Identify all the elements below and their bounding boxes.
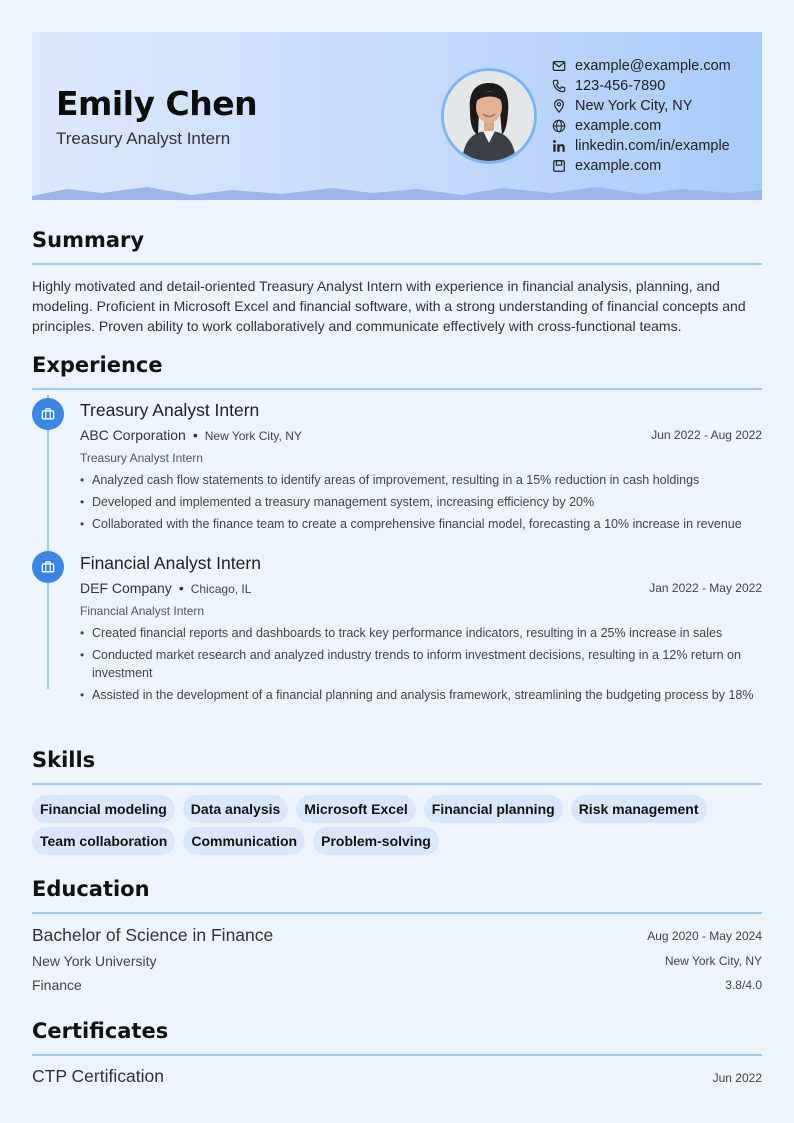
education-divider xyxy=(32,912,762,914)
job-marker xyxy=(32,551,64,583)
skill-tag: Communication xyxy=(183,827,305,855)
education-gpa: 3.8/4.0 xyxy=(725,978,762,992)
contact-list xyxy=(552,56,731,176)
contact-portfolio[interactable] xyxy=(552,156,731,176)
job-company-line: DEF Company • Chicago, IL xyxy=(80,580,252,596)
candidate-headline: Treasury Analyst Intern xyxy=(56,129,231,148)
skills-section xyxy=(32,744,762,855)
job-location: New York City, NY xyxy=(204,429,302,443)
skill-tag: Team collaboration xyxy=(32,827,175,855)
job-title: Financial Analyst Intern xyxy=(80,553,261,573)
certificates-section xyxy=(32,1015,762,1095)
linkedin-icon xyxy=(552,139,566,153)
education-dates: Aug 2020 - May 2024 xyxy=(647,929,762,943)
job-company: DEF Company xyxy=(80,580,172,596)
job-dates: Jun 2022 - Aug 2022 xyxy=(651,428,762,442)
experience-section xyxy=(32,349,762,729)
job-company-line: ABC Corporation • New York City, NY xyxy=(80,427,302,443)
skill-tag: Financial modeling xyxy=(32,795,175,823)
summary-section xyxy=(32,224,762,336)
experience-title: Experience xyxy=(32,353,163,377)
globe-icon xyxy=(552,119,566,133)
education-title: Education xyxy=(32,877,150,901)
job-role: Treasury Analyst Intern xyxy=(80,451,203,465)
contact-linkedin-text: linkedin.com/in/example xyxy=(575,138,730,154)
job-bullet: • Conducted market research and analyzed industry trends to inform investment decisions, resulting in a 12% return on investment xyxy=(80,646,762,682)
skill-tag: Data analysis xyxy=(183,795,289,823)
summary-text: Highly motivated and detail-oriented Treasury Analyst Intern with experience in financial analysis, planning, and modeling. Proficient in Microsoft Excel and financial software, with a strong understanding of financial concepts and principles. Proven ability to work collaboratively and communicate effectively with cross-functional teams. xyxy=(32,278,746,334)
contact-email[interactable] xyxy=(552,56,731,76)
summary-title: Summary xyxy=(32,228,145,252)
portfolio-icon xyxy=(552,159,566,173)
certificate-date: Jun 2022 xyxy=(712,1071,762,1085)
skill-tag: Risk management xyxy=(571,795,707,823)
education-section xyxy=(32,873,762,1003)
contact-email-text: example@example.com xyxy=(575,58,731,74)
contact-phone[interactable] xyxy=(552,76,731,96)
education-field: Finance xyxy=(32,977,82,993)
job-bullets xyxy=(80,471,762,537)
phone-icon xyxy=(552,79,566,93)
certificates-divider xyxy=(32,1054,762,1056)
job-location: Chicago, IL xyxy=(190,582,252,596)
education-degree: Bachelor of Science in Finance xyxy=(32,925,274,945)
certificate-name: CTP Certification xyxy=(32,1066,164,1086)
skill-tag: Problem-solving xyxy=(313,827,439,855)
job-marker xyxy=(32,398,64,430)
job-bullet: • Collaborated with the finance team to create a comprehensive financial model, forecasting a 10% increase in revenue xyxy=(80,515,762,533)
profile-photo xyxy=(441,68,537,164)
certificates-title: Certificates xyxy=(32,1019,169,1043)
contact-location xyxy=(552,96,731,116)
job-bullets xyxy=(80,624,762,708)
briefcase-icon xyxy=(41,560,55,574)
skill-tag: Financial planning xyxy=(424,795,563,823)
job-bullet: • Analyzed cash flow statements to identify areas of improvement, resulting in a 15% reduction in cash holdings xyxy=(80,471,762,489)
contact-website-text: example.com xyxy=(575,118,662,134)
timeline-line xyxy=(47,395,49,689)
skills-divider xyxy=(32,783,762,785)
mail-icon xyxy=(552,59,566,73)
location-pin-icon xyxy=(552,99,566,113)
contact-location-text: New York City, NY xyxy=(575,98,693,114)
candidate-name: Emily Chen xyxy=(56,84,258,123)
skills-title: Skills xyxy=(32,748,96,772)
contact-phone-text: 123-456-7890 xyxy=(575,78,666,94)
job-bullet: • Developed and implemented a treasury management system, increasing efficiency by 20% xyxy=(80,493,762,511)
header-wave-decoration xyxy=(32,184,762,200)
briefcase-icon xyxy=(41,407,55,421)
resume-header xyxy=(32,32,762,200)
summary-divider xyxy=(32,263,762,265)
job-title: Treasury Analyst Intern xyxy=(80,400,260,420)
job-bullet: • Created financial reports and dashboards to track key performance indicators, resulting in a 25% increase in sales xyxy=(80,624,762,642)
skills-list xyxy=(32,795,762,855)
job-bullet: • Assisted in the development of a financial planning and analysis framework, streamlining the budgeting process by 18% xyxy=(80,686,762,704)
education-school: New York University xyxy=(32,953,157,969)
skill-tag: Microsoft Excel xyxy=(296,795,415,823)
contact-linkedin[interactable] xyxy=(552,136,731,156)
job-dates: Jan 2022 - May 2022 xyxy=(649,581,762,595)
contact-portfolio-text: example.com xyxy=(575,158,662,174)
contact-website[interactable] xyxy=(552,116,731,136)
job-company: ABC Corporation xyxy=(80,427,186,443)
experience-divider xyxy=(32,388,762,390)
education-location: New York City, NY xyxy=(664,954,762,968)
job-role: Financial Analyst Intern xyxy=(80,604,205,618)
